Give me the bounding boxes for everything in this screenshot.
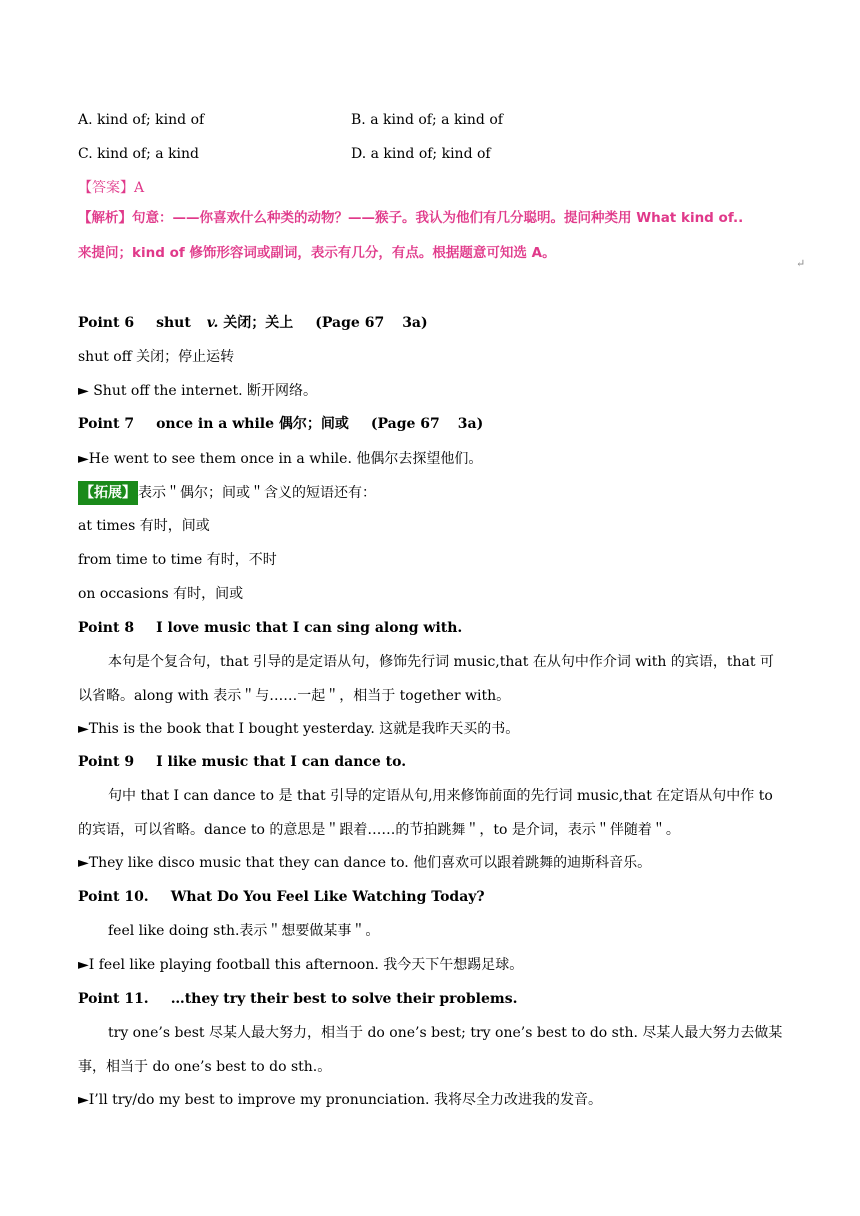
option-a: A. kind of; kind of: [78, 112, 205, 128]
phrase-item: from time to time 有时，不时: [78, 552, 277, 568]
point-6-word: shut: [156, 315, 191, 331]
point-10-label: Point 10.: [78, 889, 149, 905]
point-6-page: (Page 67: [315, 315, 385, 331]
paragraph-return-mark: ↵: [796, 257, 806, 270]
analysis-line-1: 【解析】句意：——你喜欢什么种类的动物？——猴子。我认为他们有几分聪明。提问种类用 What kind of..: [78, 210, 744, 226]
point-7-heading: [78, 414, 790, 434]
point-11-title: …they try their best to solve their problems.: [170, 991, 518, 1007]
point-10-title: What Do You Feel Like Watching Today?: [170, 889, 485, 905]
extend-text: 表示＂偶尔；间或＂含义的短语还有：: [138, 485, 376, 501]
extend-line: [78, 480, 790, 506]
point-6-example: ► Shut off the internet. 断开网络。: [78, 383, 318, 399]
phrase-item: at times 有时，间或: [78, 518, 210, 534]
point-7-label: Point 7: [78, 416, 135, 432]
analysis-line-2: 来提问；kind of 修饰形容词或副词，表示有几分，有点。根据题意可知选 A。: [78, 245, 556, 261]
point-11-explanation: try one’s best 尽某人最大努力，相当于 do one’s best; try one’s best to do sth. 尽某人最大努力去做某事，相当于 do one’s best to do sth.。: [78, 1025, 783, 1075]
point-7-page: (Page 67: [370, 416, 440, 432]
point-11-label: Point 11.: [78, 991, 149, 1007]
point-6-section: 3a): [402, 315, 428, 331]
point-10-example: ►I feel like playing football this afternoon. 我今天下午想踢足球。: [78, 957, 524, 973]
point-7-section: 3a): [457, 416, 484, 432]
point-7-example: ►He went to see them once in a while. 他偶尔去探望他们。: [78, 451, 483, 467]
option-d: D. a kind of; kind of: [351, 146, 491, 162]
point-9-example: ►They like disco music that they can dance to. 他们喜欢可以跟着跳舞的迪斯科音乐。: [78, 855, 652, 871]
point-6-pos: v.: [206, 315, 219, 331]
point-11-heading: [78, 989, 790, 1009]
point-7-title: once in a while 偶尔；间或: [156, 416, 349, 432]
answer-line: 【答案】A: [78, 180, 145, 196]
point-9-heading: [78, 752, 790, 772]
point-6-label: Point 6: [78, 315, 135, 331]
point-9-explanation: 句中 that I can dance to 是 that 引导的定语从句,用来修饰前面的先行词 music,that 在定语从句中作 to 的宾语，可以省略。dance to 的意思是＂跟着……的节拍跳舞＂，to 是介词，表示＂伴随着＂。: [78, 788, 773, 838]
option-b: B. a kind of; a kind of: [351, 112, 503, 128]
point-8-label: Point 8: [78, 620, 135, 636]
point-11-example: ►I’ll try/do my best to improve my pronunciation. 我将尽全力改进我的发音。: [78, 1092, 602, 1108]
point-6-heading: [78, 313, 790, 333]
point-6-meaning: 关闭；关上: [223, 315, 294, 331]
point-8-heading: [78, 618, 790, 638]
point-10-explanation: feel like doing sth.表示＂想要做某事＂。: [108, 923, 380, 939]
point-9-label: Point 9: [78, 754, 135, 770]
point-8-explanation: 本句是个复合句，that 引导的是定语从句，修饰先行词 music,that 在从句中作介词 with 的宾语，that 可以省略。along with 表示＂与……一起＂，相当于 together with。: [78, 654, 774, 704]
point-10-heading: [78, 887, 790, 907]
phrase-item: on occasions 有时，间或: [78, 586, 244, 602]
point-8-example: ►This is the book that I bought yesterday. 这就是我昨天买的书。: [78, 721, 520, 737]
point-9-title: I like music that I can dance to.: [156, 754, 407, 770]
extend-tag: 【拓展】: [78, 481, 138, 505]
point-6-phrase: shut off 关闭；停止运转: [78, 349, 235, 365]
option-c: C. kind of; a kind: [78, 146, 200, 162]
point-8-title: I love music that I can sing along with.: [156, 620, 463, 636]
